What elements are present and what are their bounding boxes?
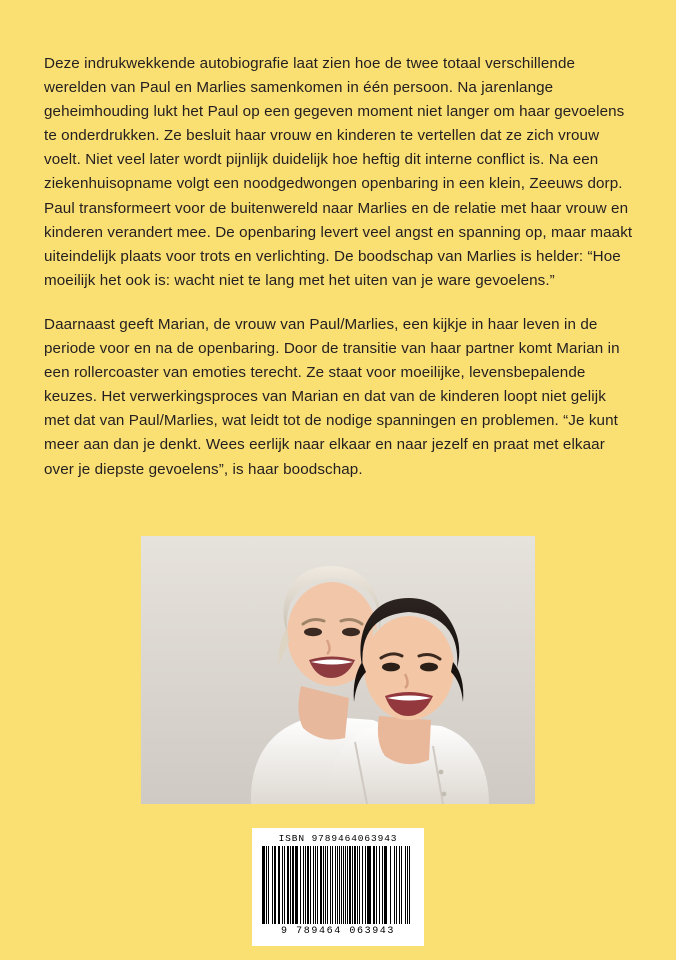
author-photo-frame <box>141 536 535 804</box>
author-photo <box>141 536 535 804</box>
barcode-bars <box>262 846 414 924</box>
isbn-digits: 9 789464 063943 <box>280 926 395 937</box>
isbn-label: ISBN 9789464063943 <box>278 833 398 844</box>
blurb-paragraph-2: Daarnaast geeft Marian, de vrouw van Paul/Marlies, een kijkje in haar leven in de periode voor en na de openbaring. Door de transitie van haar partner komt Marian in een rollercoaster van emoties terecht. Ze staat voor moeilijke, levensbepalende keuzes. Het verwerkingsproces van Marian en dat van de kinderen loopt niet gelijk met dat van Paul/Marlies, wat leidt tot de nodige spanningen en problemen. “Je kunt meer aan dan je denkt. Wees eerlijk naar elkaar en naar jezelf en praat met elkaar over je diepste gevoelens”, is haar boodschap. <box>44 315 620 478</box>
blurb-paragraph-1: Deze indrukwekkende autobiografie laat zien hoe de twee totaal verschillende werelden van Paul en Marlies samenkomen in één persoon. Na jarenlange geheimhouding lukt het Paul op een gegeven moment niet langer om haar gevoelens te onderdrukken. Ze besluit haar vrouw en kinderen te vertellen dat ze zich vrouw voelt. Niet veel later wordt pijnlijk duidelijk hoe heftig dit interne conflict is. Na een ziekenhuisopname volgt een noodgedwongen openbaring in een klein, Zeeuws dorp. Paul transformeert voor de buitenwereld naar Marlies en de relatie met haar vrouw en kinderen verandert mee. De openbaring levert veel angst en spanning op, maar maakt uiteindelijk plaats voor trots en verlichting. De boodschap van Marlies is helder: “Hoe moeilijk het ook is: wacht niet te lang met het uiten van je ware gevoelens.” <box>44 55 633 289</box>
blurb-text <box>44 52 634 482</box>
barcode-block <box>252 828 424 946</box>
